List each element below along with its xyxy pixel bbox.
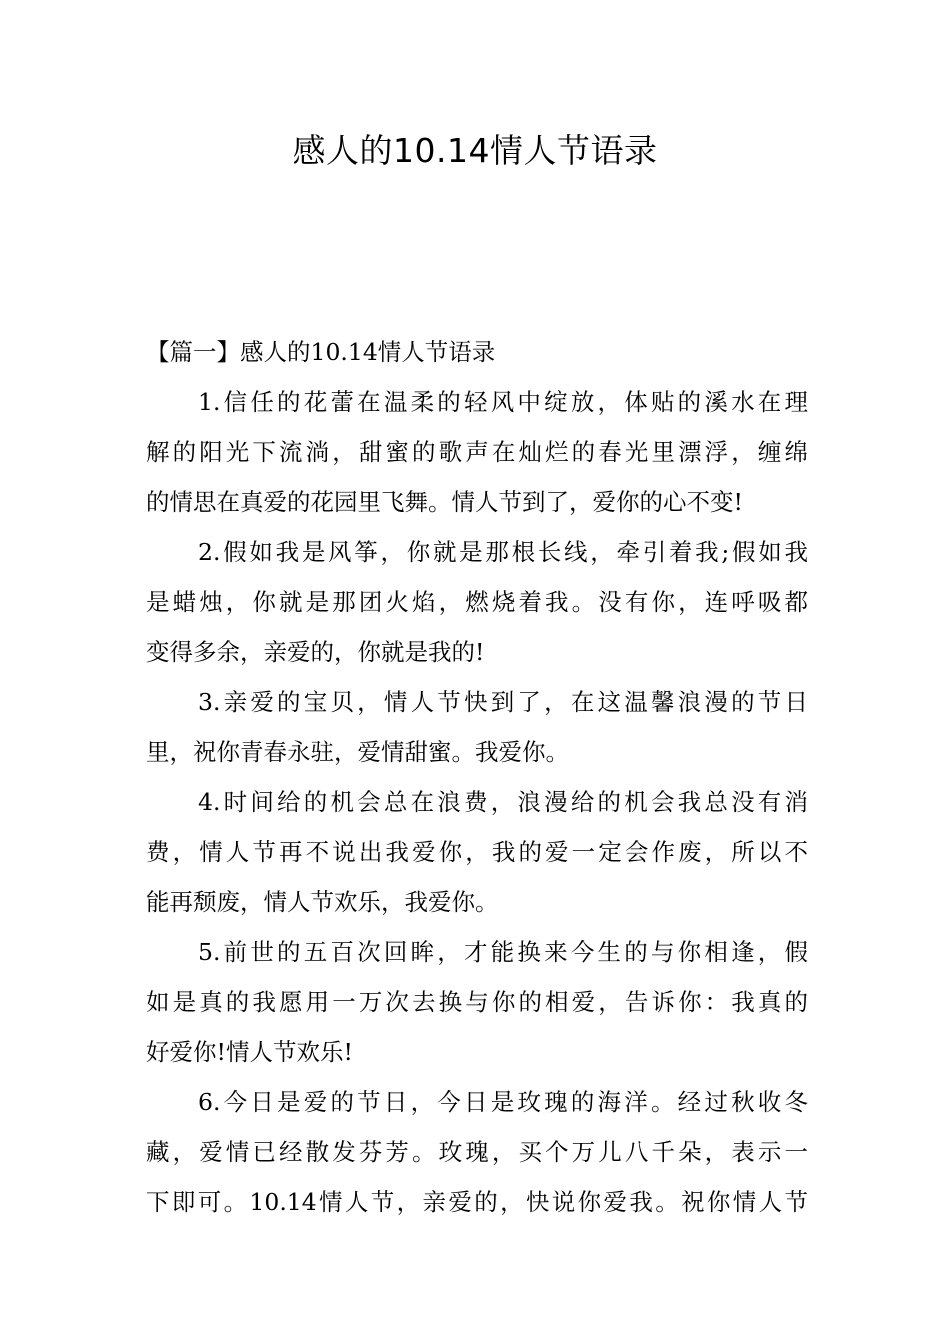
- paragraph-line: 能再颓废，情人节欢乐，我爱你。: [146, 888, 499, 916]
- paragraph-6: [146, 1077, 808, 1227]
- paragraph-4: [146, 777, 808, 927]
- paragraph-line: 4.时间给的机会总在浪费，浪漫给的机会我总没有消: [198, 788, 808, 816]
- paragraph-line: 的情思在真爱的花园里飞舞。情人节到了，爱你的心不变!: [146, 488, 743, 516]
- paragraph-line: 下即可。10.14情人节，亲爱的，快说你爱我。祝你情人节: [146, 1188, 808, 1216]
- paragraph-line: 里，祝你青春永驻，爱情甜蜜。我爱你。: [146, 738, 569, 766]
- paragraph-line: 藏，爱情已经散发芬芳。玫瑰，买个万儿八千朵，表示一: [146, 1138, 808, 1166]
- document-body: [146, 327, 808, 1227]
- document-title: 感人的10.14情人节语录: [292, 131, 658, 170]
- paragraph-line: 2.假如我是风筝，你就是那根长线，牵引着我;假如我: [198, 538, 808, 566]
- paragraph-1: [146, 377, 808, 527]
- section-heading: 【篇一】感人的10.14情人节语录: [146, 338, 496, 366]
- paragraph-2: [146, 527, 808, 677]
- paragraph-line: 1.信任的花蕾在温柔的轻风中绽放，体贴的溪水在理: [198, 388, 808, 416]
- paragraph-line: 如是真的我愿用一万次去换与你的相爱，告诉你：我真的: [146, 988, 808, 1016]
- paragraph-line: 5.前世的五百次回眸，才能换来今生的与你相逢，假: [198, 938, 808, 966]
- paragraph-line: 好爱你!情人节欢乐!: [146, 1038, 353, 1066]
- paragraph-5: [146, 927, 808, 1077]
- paragraph-line: 费，情人节再不说出我爱你，我的爱一定会作废，所以不: [146, 838, 808, 866]
- paragraph-3: [146, 677, 808, 777]
- paragraph-line: 3.亲爱的宝贝，情人节快到了，在这温馨浪漫的节日: [198, 688, 808, 716]
- paragraph-line: 6.今日是爱的节日，今日是玫瑰的海洋。经过秋收冬: [198, 1088, 808, 1116]
- paragraph-line: 是蜡烛，你就是那团火焰，燃烧着我。没有你，连呼吸都: [146, 588, 808, 616]
- paragraph-line: 解的阳光下流淌，甜蜜的歌声在灿烂的春光里漂浮，缠绵: [146, 438, 808, 466]
- paragraph-line: 变得多余，亲爱的，你就是我的!: [146, 638, 485, 666]
